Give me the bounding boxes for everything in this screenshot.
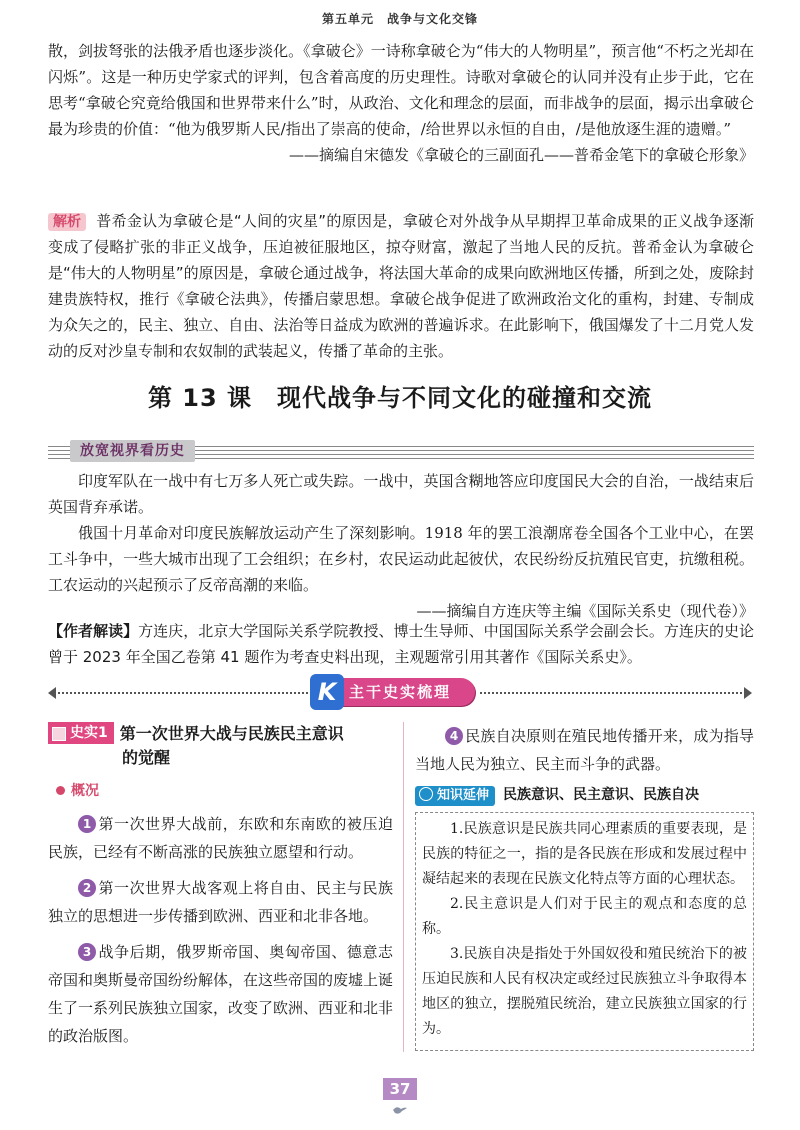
list-item: [415, 722, 754, 778]
extension-box: [415, 812, 754, 1051]
list-item: [48, 938, 393, 1050]
extension-heading: [415, 784, 754, 806]
bullet-icon: [56, 786, 65, 795]
extension-item: 2.民主意识是人们对于民主的观点和态度的总称。: [422, 896, 747, 937]
author-note-label: 【作者解读】: [48, 622, 139, 640]
fact-title-line2: 的觉醒: [122, 748, 171, 767]
extension-item: 1.民族意识是民族共同心理素质的重要表现，是民族的特征之一，指的是各民族在形成和发展过程中凝结起来的表现在民族文化特点等方面的心理状态。: [422, 821, 747, 887]
extension-tag: [415, 786, 495, 806]
right-column: [415, 722, 754, 1051]
bird-icon: [392, 1104, 408, 1116]
section-banner: [48, 678, 754, 708]
horizon-banner: [48, 440, 754, 464]
horizon-paragraph-2: 俄国十月革命对印度民族解放运动产生了深刻影响。1918 年的罢工浪潮席卷全国各个工业中心，在罢工斗争中，一些大城市出现了工会组织；在乡村，农民运动此起彼伏，农民纷纷反抗殖民官吏，抗缴租税。工农运动的兴起预示了反帝高潮的来临。: [48, 524, 754, 594]
lightbulb-icon: [419, 787, 433, 801]
list-item-text: 民族自决原则在殖民地传播开来，成为指导当地人民为独立、民主而斗争的武器。: [415, 727, 754, 773]
overview-subhead: [48, 780, 393, 802]
analysis-tag: 解析: [48, 213, 86, 231]
list-item-text: 第一次世界大战客观上将自由、民主与民族独立的思想进一步传播到欧洲、西亚和北非各地。: [48, 879, 393, 925]
fact-tag-label: 史实1: [70, 725, 108, 741]
author-note-paragraph: [48, 618, 754, 670]
overview-subhead-label: 概况: [71, 783, 99, 799]
number-badge: 1: [78, 815, 96, 833]
arrow-right-icon: [744, 687, 752, 699]
analysis-paragraph: [48, 208, 754, 364]
book-icon: [52, 727, 66, 741]
top-quote-text: 散，剑拔弩张的法俄矛盾也逐步淡化。《拿破仑》一诗称拿破仑为“伟大的人物明星”，预言他“不朽之光却在闪烁”。这是一种历史学家式的评判，包含着高度的历史理性。诗歌对拿破仑的认同并没有止步于此，它在思考“拿破仑究竟给俄国和世界带来什么”时，从政治、文化和理念的层面，而非战争的层面，揭示出拿破仑最为珍贵的价值：“他为俄罗斯人民/指出了崇高的使命，/给世界以永恒的自由，/是他放逐生涯的遗赠。”: [48, 42, 754, 138]
list-item: [48, 810, 393, 866]
column-divider: [403, 722, 404, 1052]
analysis-block: [48, 208, 754, 364]
number-badge: 2: [78, 879, 96, 897]
analysis-text: 普希金认为拿破仑是“人间的灾星”的原因是，拿破仑对外战争从早期捍卫革命成果的正义战争逐渐变成了侵略扩张的非正义战争，压迫被征服地区，掠夺财富，激起了当地人民的反抗。普希金认为拿破仑是“伟大的人物明星”的原因是，拿破仑通过战争，将法国大革命的成果向欧洲地区传播，所到之处，废除封建贵族特权，推行《拿破仑法典》，传播启蒙思想。拿破仑战争促进了欧洲政治文化的重构，封建、专制成为众矢之的，民主、独立、自由、法治等日益成为欧洲的普遍诉求。在此影响下，俄国爆发了十二月党人发动的反对沙皇专制和农奴制的武装起义，传播了革命的主张。: [48, 212, 755, 360]
top-quote-source: ——摘编自宋德发《拿破仑的三副面孔——普希金笔下的拿破仑形象》: [288, 146, 754, 164]
horizon-tag: 放宽视界看历史: [70, 440, 195, 462]
list-item-text: 战争后期，俄罗斯帝国、奥匈帝国、德意志帝国和奥斯曼帝国纷纷解体，在这些帝国的废墟上诞生了一系列民族独立国家，改变了欧洲、西亚和北非的政治版图。: [48, 943, 394, 1045]
fact-tag: [48, 722, 114, 744]
number-badge: 4: [445, 727, 463, 745]
author-note-text: 方连庆，北京大学国际关系学院教授、博士生导师、中国国际关系学会副会长。方连庆的史论曾于 2023 年全国乙卷第 41 题作为考查史料出现，主观题常引用其著作《国际关系史》。: [48, 622, 754, 666]
page-number: 37: [383, 1078, 417, 1100]
extension-item: 3.民族自决是指处于外国奴役和殖民统治下的被压迫民族和人民有权决定或经过民族独立斗争取得本地区的独立，摆脱殖民统治，建立民族独立国家的行为。: [422, 946, 747, 1037]
fact-title-line1: 第一次世界大战与民族民主意识: [119, 724, 344, 743]
top-quote-block: [48, 38, 754, 168]
arrow-left-icon: [48, 687, 56, 699]
lesson-title: 第 13 课 现代战争与不同文化的碰撞和交流: [147, 384, 653, 412]
horizon-source: ——摘编自方连庆等主编《国际关系史（现代卷）》: [416, 602, 754, 620]
horizon-paragraph-1: 印度军队在一战中有七万多人死亡或失踪。一战中，英国含糊地答应印度国民大会的自治，一战结束后英国背弃承诺。: [48, 472, 754, 516]
extension-title: 民族意识、民主意识、民族自决: [503, 787, 700, 803]
unit-header: 第五单元 战争与文化交锋: [321, 12, 478, 26]
number-badge: 3: [78, 943, 96, 961]
list-item-text: 第一次世界大战前，东欧和东南欧的被压迫民族，已经有不断高涨的民族独立愿望和行动。: [48, 815, 393, 861]
banner-dotline-left: [58, 692, 308, 694]
extension-tag-label: 知识延伸: [437, 788, 490, 803]
banner-dotline-right: [480, 692, 742, 694]
author-note: [48, 618, 754, 670]
fact-heading: [48, 722, 393, 770]
section-banner-label: 主干史实梳理: [325, 678, 475, 706]
list-item: [48, 874, 393, 930]
left-column: [48, 722, 393, 1050]
k-badge-icon: K: [310, 674, 344, 710]
horizon-text-block: [48, 468, 754, 624]
